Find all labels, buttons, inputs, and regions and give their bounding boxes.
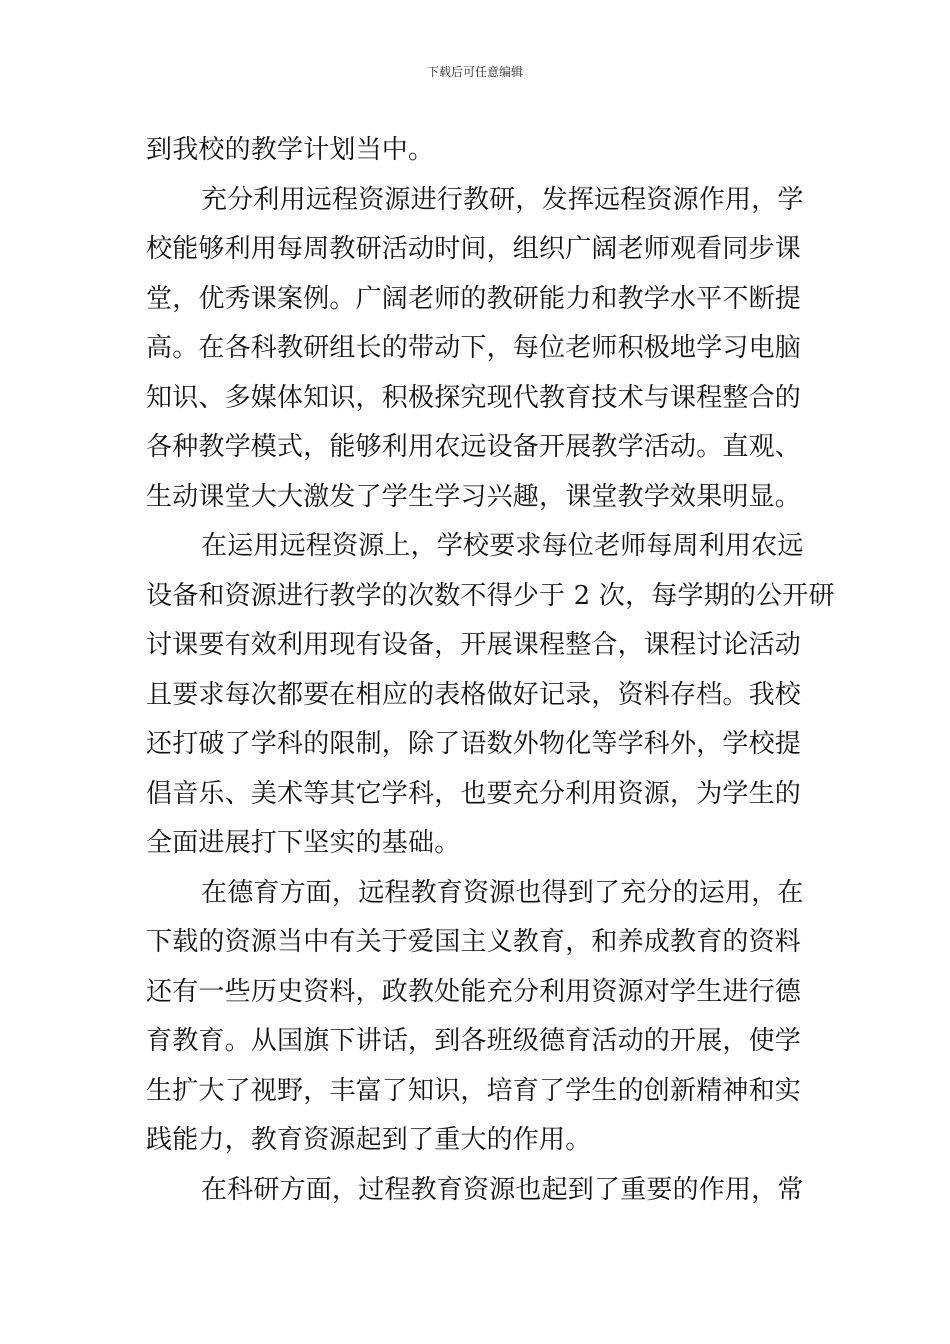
text-line: 到我校的教学计划当中。 [146,135,435,165]
paragraph [146,869,806,1166]
text-line: 践能力，教育资源起到了重大的作用。 [146,1125,592,1155]
text-line: 且要求每次都要在相应的表格做好记录，资料存档。我校 [146,679,802,710]
text-line: 各种教学模式，能够利用农远设备开展教学活动。直观、 [146,432,802,462]
text-line: 在科研方面，过程教育资源也起到了重要的作用，常 [201,1174,804,1205]
text-line: 生动课堂大大激发了学生学习兴趣，课堂教学效果明显。 [146,481,802,512]
text-line: 育教育。从国旗下讲话，到各班级德育活动的开展，使学 [146,1026,802,1056]
text-line: 校能够利用每周教研活动时间，组织广阔老师观看同步课 [146,234,802,264]
text-line: 下载的资源当中有关于爱国主义教育，和养成教育的资料 [146,927,802,957]
text-line: 堂，优秀课案例。广阔老师的教研能力和教学水平不断提 [146,283,802,314]
document-body [146,126,835,1215]
text-line: 还有一些历史资料，政教处能充分利用资源对学生进行德 [146,976,802,1007]
paragraph [146,176,806,523]
text-line: 在运用远程资源上，学校要求每位老师每周利用农远 [201,531,804,561]
text-line: 倡音乐、美术等其它学科，也要充分利用资源，为学生的 [146,778,802,809]
paragraph [146,126,806,176]
paragraph [146,522,835,869]
text-line: 全面进展打下坚实的基础。 [146,828,461,858]
text-line: 设备和资源进行教学的次数不得少于 2 次，每学期的公开研 [146,580,835,611]
text-line: 知识、多媒体知识，积极探究现代教育技术与课程整合的 [146,382,802,413]
text-line: 充分利用远程资源进行教研，发挥远程资源作用，学 [201,184,804,215]
text-line: 讨课要有效利用现有设备，开展课程整合，课程讨论活动 [146,630,802,660]
text-line: 在德育方面，远程教育资源也得到了充分的运用，在 [201,877,804,908]
text-line: 生扩大了视野，丰富了知识，培育了学生的创新精神和实 [146,1075,802,1106]
page-header: 下载后可任意编辑 [426,65,523,79]
text-line: 高。在各科教研组长的带动下，每位老师积极地学习电脑 [146,333,802,363]
paragraph [146,1166,806,1216]
text-line: 还打破了学科的限制，除了语数外物化等学科外，学校提 [146,729,802,759]
